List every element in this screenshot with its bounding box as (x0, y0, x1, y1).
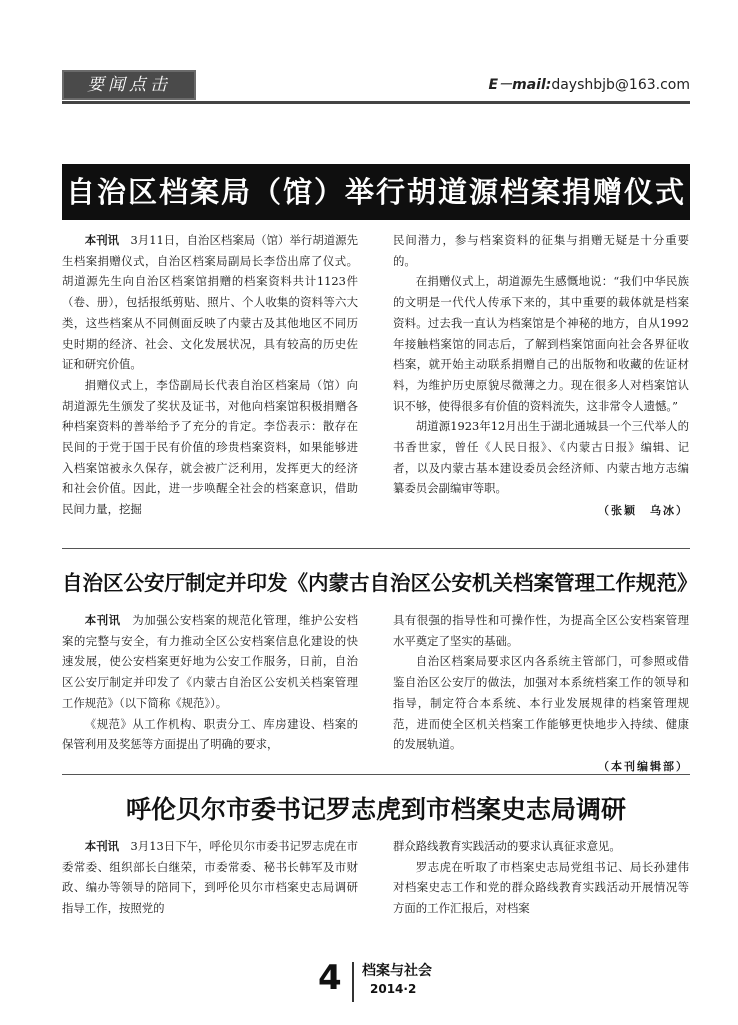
article3-right-p2: 罗志虎在听取了市档案史志局党组书记、局长孙建伟对档案史志工作和党的群众路线教育实践活动开展情况等方面的工作汇报后，对档案 (393, 859, 689, 916)
divider-2 (62, 774, 690, 775)
article2-left-column (62, 610, 358, 755)
article2-title: 自治区公安厅制定并印发《内蒙古自治区公安机关档案管理工作规范》 (62, 571, 698, 595)
email-value: dayshbjb@163.com (551, 77, 690, 93)
article2-right-p1: 具有很强的指导性和可操作性，为提高全区公安档案管理水平奠定了坚实的基础。 (393, 613, 689, 648)
article1-left-p2: 捐赠仪式上，李岱副局长代表自治区档案局（馆）向胡道源先生颁发了奖状及证书，对他向档案馆积极捐赠各种档案资料的善举给予了充分的肯定。李岱表示：散存在民间的于党于国于民有价值的珍贵档案资料，如果能够进入档案馆被永久保存，就会被广泛利用，发挥更大的经济和社会价值。因此，进一步唤醒全社会的档案意识，借助民间力量，挖掘 (62, 377, 358, 517)
article2-right-p2: 自治区档案局要求区内各系统主管部门，可参照或借鉴自治区公安厅的做法，加强对本系统档案工作的领导和指导，制定符合本系统、本行业发展规律的档案管理规范，进而使全区机关档案工作能够更快地步入持续、健康的发展轨道。 (393, 654, 689, 752)
page-number: 4 (318, 958, 342, 998)
article1-right-p3: 胡道源1923年12月出生于湖北通城县一个三代举人的书香世家，曾任《人民日报》、《内蒙古日报》编辑、记者，以及内蒙古基本建设委员会经济师、内蒙古地方志编纂委员会副编审等职。 (393, 419, 689, 496)
footer-divider (352, 962, 354, 1002)
article1-left-p1: 3月11日，自治区档案局（馆）举行胡道源先生档案捐赠仪式，自治区档案局副局长李岱出席了仪式。胡道源先生向自治区档案馆捐赠的档案资料共计1123件（卷、册），包括报纸剪贴、照片、个人收集的资料等六大类，这些档案从不同侧面反映了内蒙古及其他地区不同历史时期的经济、社会、文化发展状况，具有较高的历史佐证和研究价值。 (62, 233, 358, 372)
article1-right-column (393, 230, 689, 522)
magazine-name: 档案与社会 (362, 963, 432, 979)
magazine-issue: 2014·2 (370, 982, 417, 996)
article3-title: 呼伦贝尔市委书记罗志虎到市档案史志局调研 (125, 795, 626, 824)
article1-left-column (62, 230, 358, 520)
article2-left-p1: 为加强公安档案的规范化管理，维护公安档案的完整与安全，有力推动全区公安档案信息化建设的快速发展，使公安档案更好地为公安工作服务，日前，自治区公安厅制定并印发了《内蒙古自治区公安机关档案管理工作规范》（以下简称《规范》）。 (62, 613, 358, 710)
article2-left-p2: 《规范》从工作机构、职责分工、库房建设、档案的保管利用及奖惩等方面提出了明确的要求， (62, 716, 358, 752)
email-label: E－mail: (488, 77, 552, 93)
article3-left-column (62, 836, 358, 919)
article1-title: 自治区档案局（馆）举行胡道源档案捐赠仪式 (62, 164, 690, 220)
section-tag: 要闻点击 (62, 70, 196, 100)
article3-right-p1: 群众路线教育实践活动的要求认真征求意见。 (393, 839, 621, 853)
article2-lead: 本刊讯 (84, 613, 121, 627)
article1-right-p1: 民间潜力，参与档案资料的征集与捐赠无疑是十分重要的。 (393, 233, 689, 268)
article1-byline: （张颖 乌冰） (598, 504, 689, 518)
article1-lead: 本刊讯 (84, 233, 120, 247)
article3-right-column (393, 836, 689, 919)
article3-left-p1: 3月13日下午，呼伦贝尔市委书记罗志虎在市委常委、组织部长白继荣，市委常委、秘书长韩军及市财政、编办等领导的陪同下，到呼伦贝尔市档案史志局调研指导工作，按照党的 (62, 839, 358, 916)
article2-byline: （本刊编辑部） (598, 759, 689, 773)
email-contact (489, 74, 690, 94)
divider-1 (62, 548, 690, 549)
article1-right-p2: 在捐赠仪式上，胡道源先生感慨地说：“我们中华民族的文明是一代代人传承下来的，其中重要的载体就是档案资料。过去我一直认为档案馆是个神秘的地方，自从1992年接触档案馆的同志后，了解到档案馆面向社会各界征收档案，就开始主动联系捐赠自己的出版物和收藏的佐证材料，为维护历史原貌尽微薄之力。现在很多人对档案馆认识不够，使得很多有价值的资料流失，这非常令人遗憾。” (393, 274, 689, 413)
header-rule (62, 101, 690, 104)
article3-lead: 本刊讯 (84, 839, 120, 853)
article2-right-column (393, 610, 689, 778)
